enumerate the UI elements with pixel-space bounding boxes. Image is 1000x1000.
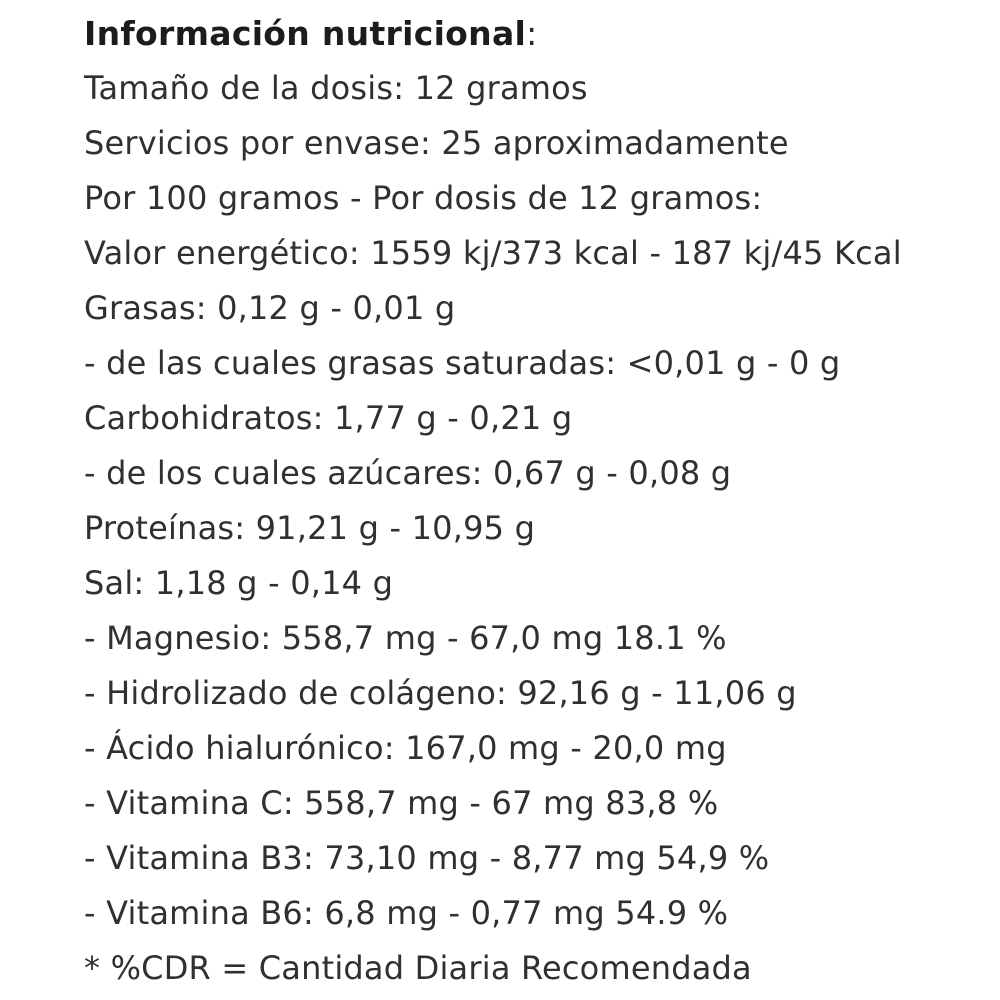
line-hyaluronic-acid: - Ácido hialurónico: 167,0 mg - 20,0 mg [84, 729, 727, 767]
line-carbohydrates: Carbohidratos: 1,77 g - 0,21 g [84, 399, 573, 437]
line-serving-size: Tamaño de la dosis: 12 gramos [84, 69, 588, 107]
line-salt: Sal: 1,18 g - 0,14 g [84, 564, 394, 602]
nutrition-title [84, 6, 980, 61]
line-fat: Grasas: 0,12 g - 0,01 g [84, 289, 456, 327]
nutrition-title-text: Información nutricional [84, 14, 527, 53]
line-saturated-fat: - de las cuales grasas saturadas: <0,01 g - 0 g [84, 344, 841, 382]
line-vitamin-b6: - Vitamina B6: 6,8 mg - 0,77 mg 54.9 % [84, 894, 729, 932]
line-sugars: - de los cuales azúcares: 0,67 g - 0,08 g [84, 454, 732, 492]
line-cdr-footnote: * %CDR = Cantidad Diaria Recomendada [84, 949, 752, 987]
line-energy-value: Valor energético: 1559 kj/373 kcal - 187 kj/45 Kcal [84, 234, 902, 272]
line-vitamin-b3: - Vitamina B3: 73,10 mg - 8,77 mg 54,9 % [84, 839, 770, 877]
line-magnesium: - Magnesio: 558,7 mg - 67,0 mg 18.1 % [84, 619, 727, 657]
line-collagen-hydrolysate: - Hidrolizado de colágeno: 92,16 g - 11,06 g [84, 674, 797, 712]
nutrition-title-colon: : [526, 14, 538, 53]
line-protein: Proteínas: 91,21 g - 10,95 g [84, 509, 536, 547]
line-column-header: Por 100 gramos - Por dosis de 12 gramos: [84, 179, 763, 217]
line-vitamin-c: - Vitamina C: 558,7 mg - 67 mg 83,8 % [84, 784, 719, 822]
line-servings-per-container: Servicios por envase: 25 aproximadamente [84, 124, 789, 162]
